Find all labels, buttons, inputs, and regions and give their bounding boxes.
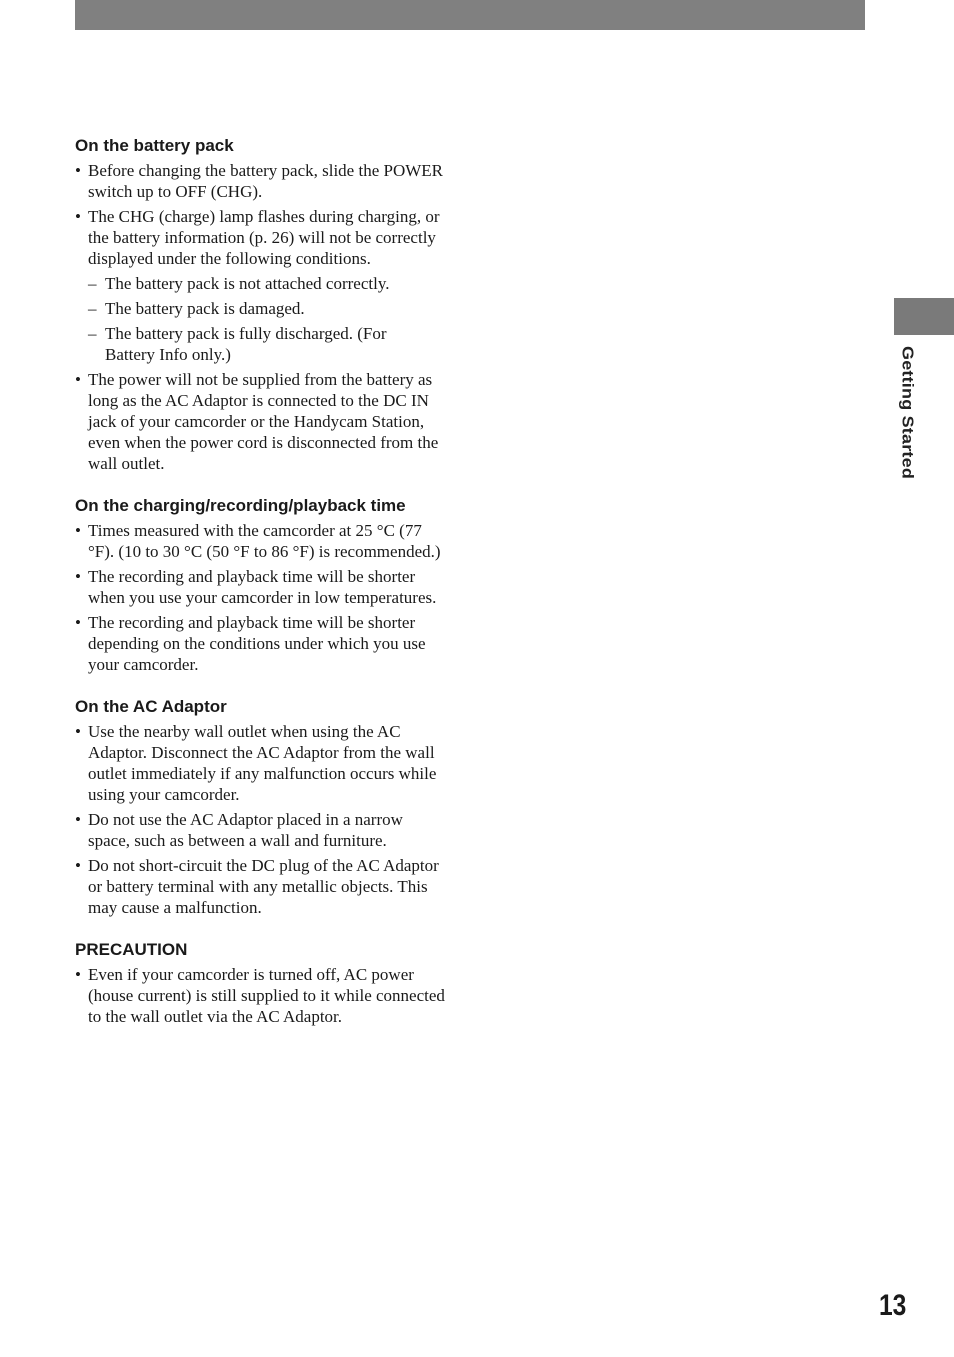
bullet-text: • Use the nearby wall outlet when using the AC Adaptor. Disconnect the AC Adaptor from the wall outlet immediately if any malfunction occurs while using your camcorder. <box>88 722 437 804</box>
bullet-text: • The recording and playback time will be shorter when you use your camcorder in low temperatures. <box>88 567 437 607</box>
bullet-text: • Before changing the battery pack, slide the POWER switch up to OFF (CHG). <box>88 161 443 201</box>
sub-bullet-text: – The battery pack is fully discharged. (For Battery Info only.) <box>105 324 387 364</box>
bullet-item <box>75 809 447 851</box>
sub-bullet-text: – The battery pack is not attached correctly. <box>105 274 390 293</box>
section-precaution <box>75 939 447 1027</box>
bullet-item <box>75 369 447 474</box>
bullet-item <box>75 721 447 805</box>
section-heading: On the AC Adaptor <box>75 697 227 716</box>
bullet-item <box>75 206 447 365</box>
bullet-text: • Even if your camcorder is turned off, AC power (house current) is still supplied to it while connected to the wall outlet via the AC Adaptor. <box>88 965 445 1026</box>
bullet-list <box>75 160 447 474</box>
page-number: 13 <box>879 1289 907 1322</box>
section-charging-time <box>75 495 447 675</box>
bullet-item <box>75 566 447 608</box>
bullet-item <box>75 160 447 202</box>
sub-bullet-item <box>75 273 434 294</box>
main-content <box>75 135 447 1031</box>
sub-bullet-list <box>88 273 447 365</box>
bullet-text: • The recording and playback time will be shorter depending on the conditions under which you use your camcorder. <box>88 613 426 674</box>
bullet-text: • Times measured with the camcorder at 25 °C (77 °F). (10 to 30 °C (50 °F to 86 °F) is recommended.) <box>88 521 441 561</box>
sub-bullet-item <box>75 323 434 365</box>
bullet-text: • The CHG (charge) lamp flashes during charging, or the battery information (p. 26) will not be correctly displayed under the following conditions. <box>88 207 440 268</box>
section-battery-pack <box>75 135 447 474</box>
bullet-list <box>75 964 447 1027</box>
bullet-list <box>75 520 447 675</box>
header-bar <box>75 0 865 30</box>
bullet-item <box>75 520 447 562</box>
section-heading: On the charging/recording/playback time <box>75 496 406 515</box>
sub-bullet-text: – The battery pack is damaged. <box>105 299 305 318</box>
bullet-text: • The power will not be supplied from the battery as long as the AC Adaptor is connected to the DC IN jack of your camcorder or the Handycam Station, even when the power cord is disconnected from the wall outlet. <box>88 370 439 473</box>
section-heading: On the battery pack <box>75 136 234 155</box>
bullet-text: • Do not use the AC Adaptor placed in a narrow space, such as between a wall and furniture. <box>88 810 403 850</box>
sub-bullet-item <box>75 298 434 319</box>
section-heading: PRECAUTION <box>75 940 188 959</box>
section-tab-label: Getting Started <box>898 346 916 480</box>
bullet-text: • Do not short-circuit the DC plug of the AC Adaptor or battery terminal with any metallic objects. This may cause a malfunction. <box>88 856 439 917</box>
bullet-item <box>75 855 447 918</box>
bullet-item <box>75 612 447 675</box>
section-tab-marker <box>894 298 954 335</box>
bullet-list <box>75 721 447 918</box>
section-ac-adaptor <box>75 696 447 918</box>
bullet-item <box>75 964 447 1027</box>
